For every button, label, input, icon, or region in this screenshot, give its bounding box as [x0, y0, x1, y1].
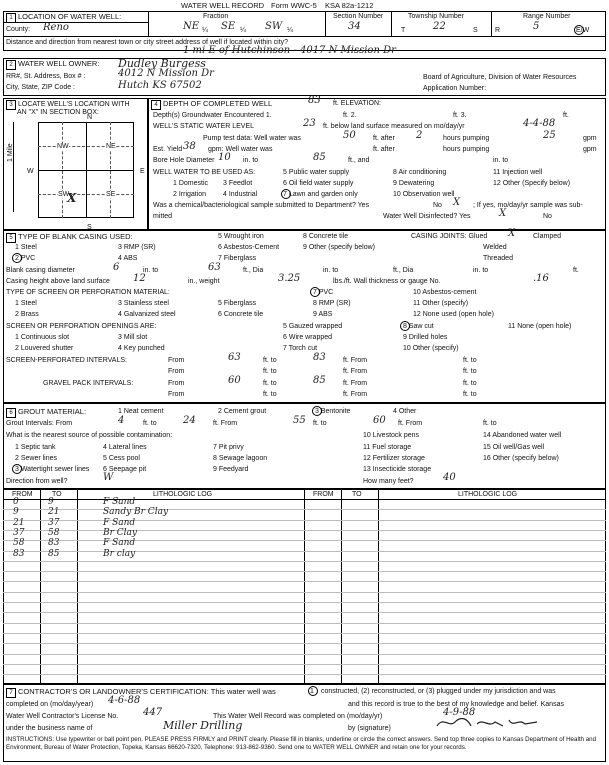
dia-ft-3: ft. [573, 267, 579, 274]
direction-value[interactable]: W [103, 472, 114, 483]
quarter-mark-1: ¼ [202, 27, 208, 34]
water-well-record-form [3, 2, 606, 762]
use-5[interactable]: 5 Public water supply [283, 169, 350, 176]
log-rule-line [3, 571, 606, 572]
form-title: WATER WELL RECORD [181, 1, 265, 10]
gravel-to-2: ft. to [463, 380, 477, 387]
casing-5[interactable]: 5 Wrought iron [218, 233, 264, 240]
signature-label: by (signature) [348, 725, 391, 732]
opening-11[interactable]: 11 None (open hole) [508, 323, 572, 330]
log-title-header-2: LITHOLOGIC LOG [458, 491, 518, 498]
log-description-cell[interactable]: Br clay [103, 548, 136, 559]
owner-name[interactable]: Dudley Burgess [118, 57, 206, 70]
opening-6[interactable]: 6 Wire wrapped [283, 334, 333, 341]
log-rule-line [3, 551, 606, 552]
log-rule-line [3, 581, 606, 582]
use-8[interactable]: 8 Air conditioning [393, 169, 447, 176]
gravel-to-label: ft. to [263, 380, 277, 387]
bore-diameter[interactable]: 10 [218, 152, 231, 163]
grout-from-1[interactable]: 4 [118, 415, 125, 426]
log-description-cell[interactable]: Br Clay [103, 527, 137, 538]
west-label: W [27, 168, 34, 175]
casing-diameter[interactable]: 6 [113, 262, 120, 273]
log-to-cell[interactable]: 9 [48, 497, 54, 507]
log-rule-line [3, 612, 606, 613]
gravel-to-3: ft. to [463, 391, 477, 398]
opening-3[interactable]: 3 Mill slot [118, 334, 148, 341]
log-description-cell[interactable]: Sandy Br Clay [103, 507, 169, 518]
owner-city[interactable]: Hutch KS 67502 [118, 80, 202, 91]
log-to-header: TO [52, 491, 62, 498]
log-rule-line [3, 654, 606, 655]
instructions: INSTRUCTIONS: Use typewriter or ball point pen. PLEASE PRESS FIRMLY and PRINT clearly. Please fill in blanks, underline or circle the correct answers. Send top three copies to Kansas Department of Health and Environment, Bureau of Water Protection, Topeka, Kansas 66620-7320, Telephone: 913-862-9360. Send one to WATER WELL OWNER and retain one for your records. [6, 736, 597, 751]
city-label: City, State, ZIP Code : [6, 84, 75, 91]
owner-address[interactable]: 4012 N Mission Dr [118, 68, 214, 79]
contam-5[interactable]: 5 Cess pool [103, 455, 140, 462]
log-rule-line [3, 540, 606, 541]
gravel-ft: ft. From [343, 380, 368, 387]
screen-12[interactable]: 12 None used (open hole) [413, 311, 494, 318]
contam-15[interactable]: 15 Oil well/Gas well [483, 444, 545, 451]
casing-6[interactable]: 6 Asbestos-Cement [218, 244, 280, 251]
joints-glued-mark[interactable]: X [508, 228, 516, 239]
ne-quadrant: NE [106, 143, 116, 150]
use-11[interactable]: 11 Injection well [493, 169, 543, 176]
log-title-header: LITHOLOGIC LOG [153, 491, 213, 498]
township-label: Township Number [408, 13, 465, 20]
casing-9[interactable]: 9 Other (specify below) [303, 244, 375, 251]
true-statement: and this record is true to the best of my knowledge and belief. Kansas [348, 701, 564, 708]
section-2-label: 2 WATER WELL OWNER: [6, 60, 99, 70]
gw-ft-label: ft. [563, 112, 569, 119]
section-1-label: 1 LOCATION OF WATER WELL: [6, 13, 121, 23]
se-quadrant: SE [106, 191, 116, 198]
bore-in-2: in. to [493, 157, 509, 164]
casing-3[interactable]: 3 RMP (SR) [118, 244, 156, 251]
contam-13[interactable]: 13 Insecticide storage [363, 466, 432, 473]
location-mark[interactable]: X [67, 191, 77, 205]
section-5-box [3, 230, 606, 403]
screen-3[interactable]: 3 Stainless steel [118, 300, 169, 307]
opening-9[interactable]: 9 Drilled holes [403, 334, 448, 341]
chem-mitted: mitted [153, 213, 173, 220]
casing-1[interactable]: 1 Steel [15, 244, 37, 251]
log-description-cell[interactable]: F Sand [103, 517, 136, 528]
signature-mark[interactable] [433, 714, 543, 732]
completed-label: completed on (mo/day/year) [6, 701, 94, 708]
form-number: Form WWC-5 [271, 1, 317, 10]
chem-rest: ; If yes, mo/day/yr sample was sub- [473, 202, 583, 209]
opening-8[interactable]: 8 Saw cut [403, 323, 434, 330]
static-date[interactable]: 4-4-88 [523, 118, 556, 129]
dia-in-2: in. to [323, 267, 339, 274]
mile-label: 1 Mile [7, 143, 14, 162]
depth-unit: ft. ELEVATION: [333, 100, 381, 107]
perforated-label: SCREEN-PERFORATED INTERVALS: [6, 357, 127, 364]
board-label: Board of Agriculture, Division of Water Resources [423, 74, 577, 81]
application-label: Application Number: [423, 85, 487, 92]
log-rule-line [3, 643, 606, 644]
certification-rest: constructed, (2) reconstructed, or (3) plugged under my jurisdiction and was [321, 688, 556, 695]
log-from-header: FROM [12, 491, 33, 498]
use-7[interactable]: 7 Lawn and garden only [283, 191, 358, 198]
quarter-1[interactable]: NE [183, 21, 200, 32]
contam-1[interactable]: 1 Septic tank [15, 444, 56, 451]
contam-8[interactable]: 8 Sewage lagoon [213, 455, 268, 462]
use-12[interactable]: 12 Other (Specify below) [493, 180, 571, 187]
record-completed-label: This Water Well Record was completed on (mo/day/yr) [213, 713, 383, 720]
east-label: E [140, 168, 145, 175]
casing-7[interactable]: 7 Fiberglass [218, 255, 257, 262]
gravel-to-label-2: ft. to [263, 391, 277, 398]
range-prefix: R [495, 27, 501, 34]
grout-1[interactable]: 1 Neat cement [118, 408, 164, 415]
record-date[interactable]: 4-9-88 [443, 707, 476, 718]
log-rule-line [3, 623, 606, 624]
static-level[interactable]: 23 [303, 118, 316, 129]
completed-date[interactable]: 4-6-88 [108, 695, 141, 706]
dia-in-3: in. to [473, 267, 489, 274]
gravel-from-label-2: From [168, 391, 185, 398]
log-rule-line [3, 530, 606, 531]
log-rule-line [3, 561, 606, 562]
contam-12[interactable]: 12 Fertilizer storage [363, 455, 425, 462]
contam-11[interactable]: 11 Fuel storage [363, 444, 412, 451]
grout-ft-2: ft. From [398, 420, 423, 427]
static-rest: ft. below land surface measured on mo/day/yr [323, 123, 465, 130]
use-10[interactable]: 10 Observation well [393, 191, 455, 198]
opening-1[interactable]: 1 Continuous slot [15, 334, 70, 341]
bore-and: ft., and [348, 157, 370, 164]
sw-quadrant: SW [58, 191, 70, 198]
disinfected-answer[interactable]: X [499, 208, 507, 219]
log-to-cell[interactable]: 21 [48, 507, 60, 518]
opening-7[interactable]: 7 Torch cut [283, 345, 318, 352]
gravel-to[interactable]: 85 [313, 375, 326, 386]
opening-4[interactable]: 4 Key punched [118, 345, 165, 352]
grout-to-2[interactable]: 60 [373, 415, 386, 426]
opening-5[interactable]: 5 Gauzed wrapped [283, 323, 343, 330]
pump-hours-label: hours pumping [443, 135, 490, 142]
log-from-cell[interactable]: 0 [13, 497, 19, 507]
grout-3[interactable]: 3 Bentonite [315, 408, 351, 415]
log-description-cell[interactable]: F Sand [103, 497, 136, 507]
log-to-cell[interactable]: 58 [48, 527, 60, 538]
chem-answer[interactable]: X [453, 197, 461, 208]
perf-from-label-2: From [168, 368, 185, 375]
certification-label: 7 CONTRACTOR'S OR LANDOWNER'S CERTIFICATION: This water well was [6, 688, 276, 698]
contam-16[interactable]: 16 Other (specify below) [483, 455, 559, 462]
township-prefix: T [401, 27, 406, 34]
log-rule-line [3, 509, 606, 510]
log-to-cell[interactable]: 83 [48, 538, 60, 549]
range-label: Range Number [523, 13, 571, 20]
grout-2[interactable]: 2 Cement grout [218, 408, 267, 415]
pump-hours[interactable]: 2 [416, 130, 423, 141]
yield-after: ft. after [373, 146, 395, 153]
log-from-cell[interactable]: 37 [13, 527, 25, 538]
gw-2-label: ft. 2. [343, 112, 357, 119]
depth-value[interactable]: 83 [308, 95, 321, 106]
uses-label: WELL WATER TO BE USED AS: [153, 169, 256, 176]
log-from-cell[interactable]: 9 [13, 507, 19, 518]
opening-10[interactable]: 10 Other (specify) [403, 345, 459, 352]
joints-clamped[interactable]: Clamped [533, 233, 562, 240]
screen-11[interactable]: 11 Other (specify) [413, 300, 469, 307]
screen-6[interactable]: 6 Concrete tile [218, 311, 264, 318]
log-to-header-2: TO [352, 491, 362, 498]
casing-weight[interactable]: 3.25 [278, 273, 301, 284]
perf-from-label: From [168, 357, 185, 364]
feet-label: How many feet? [363, 478, 414, 485]
contamination-label: What is the nearest source of possible contamination: [6, 432, 173, 439]
screen-7[interactable]: 7 PVC [313, 289, 334, 296]
log-rule-line [3, 674, 606, 675]
contam-2[interactable]: 2 Sewer lines [15, 455, 58, 462]
static-label: WELL'S STATIC WATER LEVEL [153, 123, 255, 130]
groundwater-label: Depth(s) Groundwater Encountered 1. [153, 112, 272, 119]
casing-depth[interactable]: 63 [208, 262, 221, 273]
contam-7[interactable]: 7 Pit privy [213, 444, 244, 451]
log-rule-line [3, 520, 606, 521]
depth-label: 4 DEPTH OF COMPLETED WELL [151, 100, 272, 110]
perf-to-3: ft. to [463, 368, 477, 375]
south-label: S [87, 224, 92, 231]
contam-3[interactable]: 3 Watertight sewer lines [15, 466, 90, 473]
perf-to-2: ft. to [463, 357, 477, 364]
yield-hours: hours pumping [443, 146, 490, 153]
bore-in: in. to [243, 157, 259, 164]
gravel-ft-2: ft. From [343, 391, 368, 398]
yield-label: Est. Yield [153, 146, 183, 153]
perf-ft: ft. From [343, 357, 368, 364]
address-label: RR#, St. Address, Box # : [6, 73, 86, 80]
openings-label: SCREEN OR PERFORATION OPENINGS ARE: [6, 323, 157, 330]
county-label: County: [6, 26, 31, 33]
dia-ft: ft., Dia [243, 267, 264, 274]
grout-from-2[interactable]: 55 [293, 415, 306, 426]
business-label: under the business name of [6, 725, 93, 732]
use-2[interactable]: 2 Irrigation [173, 191, 207, 198]
nw-quadrant: NW [57, 143, 69, 150]
perf-from[interactable]: 63 [228, 352, 241, 363]
use-3[interactable]: 3 Feedlot [223, 180, 253, 187]
disinfected-no: No [543, 213, 552, 220]
log-rule-line [3, 664, 606, 665]
screen-8[interactable]: 8 RMP (SR) [313, 300, 351, 307]
distance-label: Distance and direction from nearest town or city street address of well if located within city? [6, 39, 289, 46]
pump-label: Pump test data: Well water was [203, 135, 301, 142]
log-rule-line [3, 633, 606, 634]
grout-to-1[interactable]: 24 [183, 415, 196, 426]
screen-9[interactable]: 9 ABS [313, 311, 333, 318]
pump-after: ft. after [373, 135, 395, 142]
use-4[interactable]: 4 Industrial [223, 191, 258, 198]
use-1[interactable]: 1 Domestic [173, 180, 209, 187]
log-rule-line [3, 592, 606, 593]
section-number[interactable]: 34 [348, 21, 361, 32]
chem-no: No [433, 202, 442, 209]
grout-to-label-1: ft. to [143, 420, 157, 427]
perf-ft-2: ft. From [343, 368, 368, 375]
log-from-cell[interactable]: 21 [13, 517, 25, 528]
casing-8[interactable]: 8 Concrete tile [303, 233, 349, 240]
grout-to-label-3: ft. to [483, 420, 497, 427]
screen-2[interactable]: 2 Brass [15, 311, 39, 318]
screen-4[interactable]: 4 Galvanized steel [118, 311, 176, 318]
bore-to[interactable]: 85 [313, 152, 326, 163]
grout-4[interactable]: 4 Other [393, 408, 417, 415]
yield-gpm-label: gpm [583, 146, 597, 153]
pump-gpm[interactable]: 25 [543, 130, 556, 141]
casing-label: 5 TYPE OF BLANK CASING USED: [6, 233, 133, 243]
gw-3-label: ft. 3. [453, 112, 467, 119]
pump-ft[interactable]: 50 [343, 130, 356, 141]
log-from-header-2: FROM [313, 491, 334, 498]
screen-5[interactable]: 5 Fiberglass [218, 300, 257, 307]
contam-6[interactable]: 6 Seepage pit [103, 466, 147, 473]
perf-to[interactable]: 83 [313, 352, 326, 363]
perf-to-label: ft. to [263, 357, 277, 364]
license-number[interactable]: 447 [143, 707, 163, 718]
height-in: in., weight [188, 278, 220, 285]
township-number[interactable]: 22 [433, 21, 446, 32]
grout-intervals-label: Grout Intervals: From [6, 420, 73, 427]
joints-threaded[interactable]: Threaded [483, 255, 513, 262]
gravel-from-label: From [168, 380, 185, 387]
yield-rest: gpm: Well water was [208, 146, 273, 153]
weight-unit: lbs./ft. Wall thickness or gauge No. [333, 278, 441, 285]
height-label: Casing height above land surface [6, 278, 110, 285]
grout-label: 6 GROUT MATERIAL: [6, 408, 86, 418]
range-direction[interactable]: E/W [576, 27, 590, 34]
grout-ft-1: ft. From [213, 420, 238, 427]
quarter-mark-2: ¼ [240, 27, 246, 34]
section-number-label: Section Number [333, 13, 384, 20]
feet-value[interactable]: 40 [443, 472, 456, 483]
screen-10[interactable]: 10 Asbestos-cement [413, 289, 477, 296]
log-rule-line [3, 602, 606, 603]
log-to-cell[interactable]: 37 [48, 517, 60, 528]
casing-2[interactable]: 2 PVC [15, 255, 36, 262]
license-label: Water Well Contractor's License No. [6, 713, 119, 720]
dia-in: in. to [143, 267, 159, 274]
direction-label: Direction from well? [6, 478, 68, 485]
chem-question: Was a chemical/bacteriological sample submitted to Department? Yes [153, 202, 370, 209]
county-value[interactable]: Reno [43, 22, 69, 33]
diameter-label: Blank casing diameter [6, 267, 75, 274]
business-name[interactable]: Miller Drilling [163, 719, 243, 732]
log-from-cell[interactable]: 83 [13, 548, 25, 559]
opening-2[interactable]: 2 Louvered shutter [15, 345, 74, 352]
screen-label: TYPE OF SCREEN OR PERFORATION MATERIAL: [6, 289, 170, 296]
perf-to-label-2: ft. to [263, 368, 277, 375]
dia-ft-2: ft., Dia [393, 267, 414, 274]
wall-gauge[interactable]: .16 [533, 273, 549, 284]
joints-welded[interactable]: Welded [483, 244, 507, 251]
gravel-label: GRAVEL PACK INTERVALS: [43, 380, 134, 387]
use-9[interactable]: 9 Dewatering [393, 180, 435, 187]
log-to-cell[interactable]: 85 [48, 548, 60, 559]
casing-4[interactable]: 4 ABS [118, 255, 138, 262]
pump-gpm-label: gpm [583, 135, 597, 142]
contam-9[interactable]: 9 Feedyard [213, 466, 249, 473]
casing-height[interactable]: 12 [133, 273, 146, 284]
bore-label: Bore Hole Diameter [153, 157, 215, 164]
north-label: N [87, 114, 93, 121]
distance-value[interactable]: 1 mi E of Hutchinson - 4017 N Mission Dr [183, 45, 396, 56]
contam-10[interactable]: 10 Livestock pens [363, 432, 420, 439]
quarter-3[interactable]: SW [265, 21, 283, 32]
quarter-2[interactable]: SE [221, 21, 236, 32]
section-3-label-2: AN "X" IN SECTION BOX: [17, 109, 99, 116]
fraction-label: Fraction [203, 13, 229, 20]
joints-label: CASING JOINTS: Glued [411, 233, 488, 240]
log-description-cell[interactable]: F Sand [103, 538, 136, 549]
grout-to-label-2: ft. to [313, 420, 327, 427]
yield-value[interactable]: 38 [183, 141, 196, 152]
use-6[interactable]: 6 Oil field water supply [283, 180, 354, 187]
log-from-cell[interactable]: 58 [13, 538, 25, 549]
quarter-mark-3: ¼ [287, 27, 293, 34]
gravel-from[interactable]: 60 [228, 375, 241, 386]
ksa-ref: KSA 82a-1212 [325, 1, 374, 10]
contam-4[interactable]: 4 Lateral lines [103, 444, 147, 451]
township-suffix: S [473, 27, 478, 34]
certification-option-1[interactable]: 1 [310, 688, 314, 695]
disinfected-label: Water Well Disinfected? Yes [383, 213, 471, 220]
section-3-label: 3 LOCATE WELL'S LOCATION WITH [6, 100, 130, 110]
contam-14[interactable]: 14 Abandoned water well [483, 432, 562, 439]
screen-1[interactable]: 1 Steel [15, 300, 37, 307]
range-number[interactable]: 5 [533, 21, 540, 32]
